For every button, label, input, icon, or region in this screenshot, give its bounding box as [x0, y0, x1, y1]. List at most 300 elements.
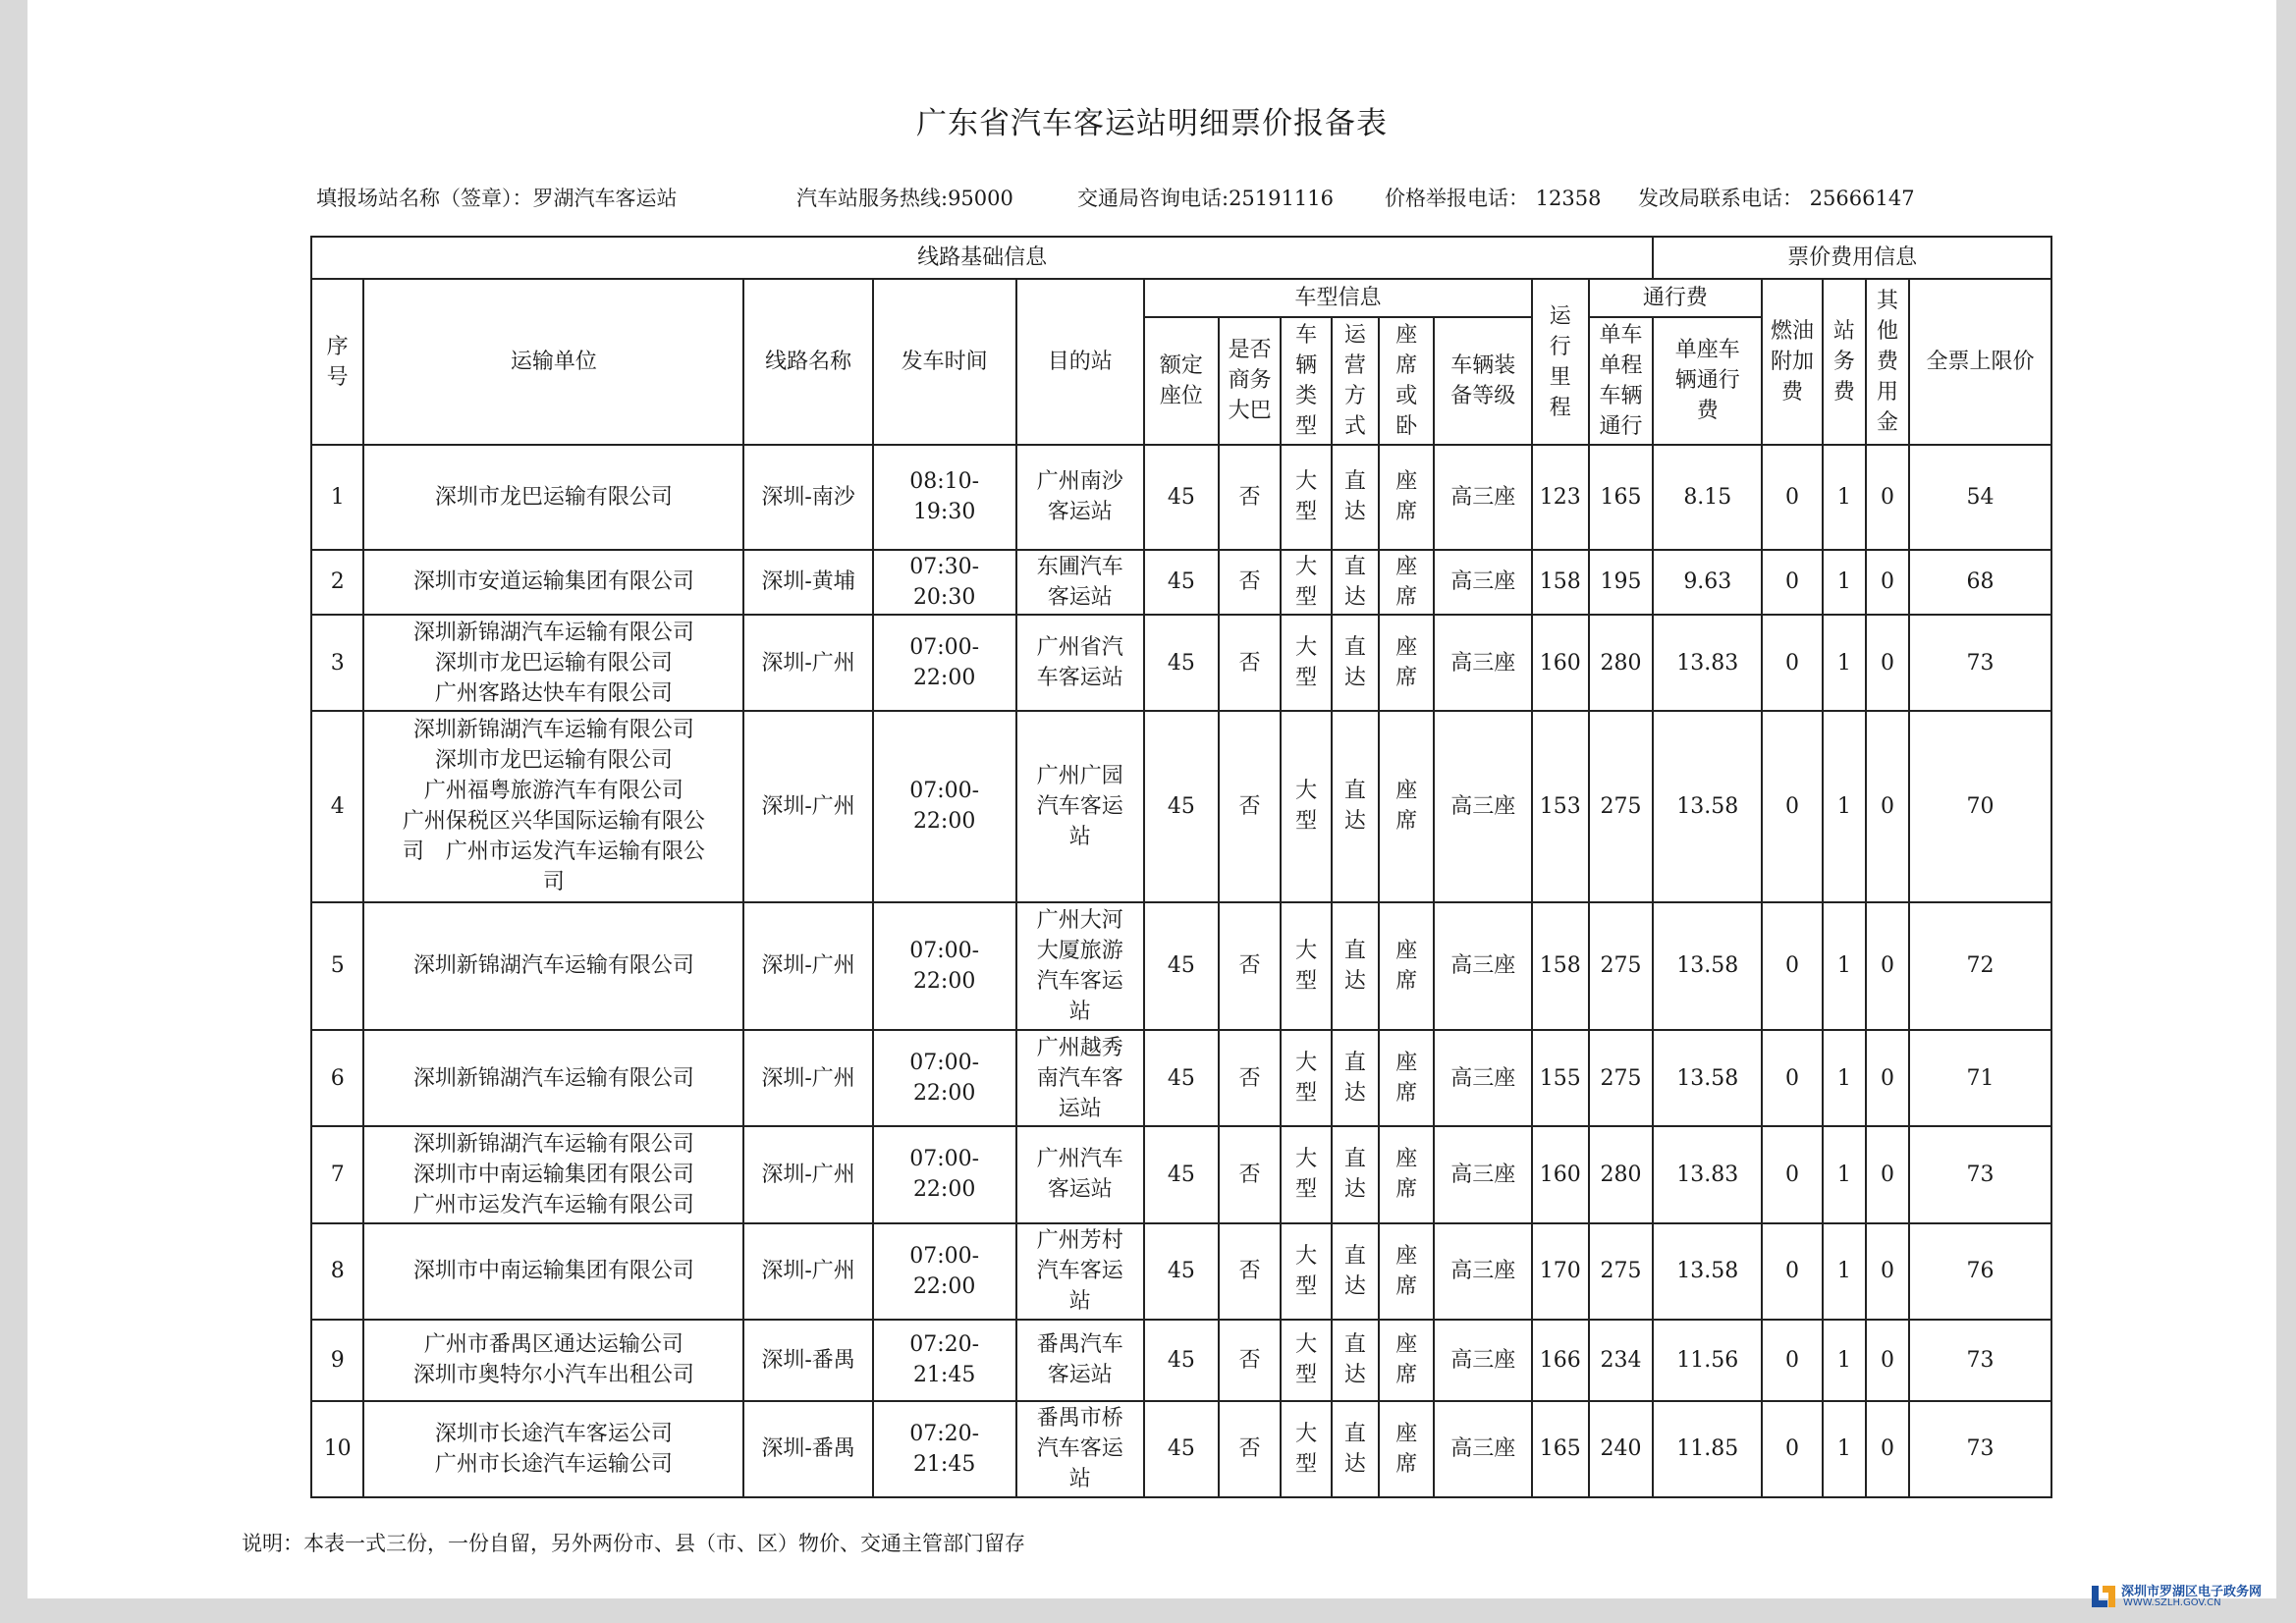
cell-time — [873, 1223, 1016, 1320]
cell-max: 72 — [1909, 902, 2051, 1030]
cell-toll-seat: 11.85 — [1653, 1401, 1762, 1497]
cell-max: 76 — [1909, 1223, 2051, 1320]
time-line: 07:20- — [909, 1332, 980, 1358]
dest-line: 番禺市桥 — [1036, 1406, 1123, 1432]
cell-business: 否 — [1219, 1030, 1282, 1126]
cell-route: 深圳-广州 — [743, 1030, 872, 1126]
station-hotline: 汽车站服务热线:95000 — [796, 187, 1013, 210]
header-dest: 目的站 — [1016, 279, 1144, 445]
cell-station-fee: 1 — [1823, 711, 1866, 902]
company-line: 深圳新锦湖汽车运输有限公司 — [412, 1065, 694, 1091]
logo-icon — [2090, 1583, 2117, 1610]
cell-mileage: 165 — [1532, 1401, 1588, 1497]
cell-grade: 高三座 — [1434, 1223, 1532, 1320]
dest-line: 广州省汽 — [1036, 635, 1123, 660]
cell-toll-seat: 13.58 — [1653, 711, 1762, 902]
cell-grade: 高三座 — [1434, 445, 1532, 550]
cell-dest — [1016, 1223, 1144, 1320]
cell-mileage: 155 — [1532, 1030, 1588, 1126]
cell-no: 10 — [311, 1401, 363, 1497]
cell-max: 68 — [1909, 550, 2051, 615]
header-no: 序号 — [311, 279, 363, 445]
time-line: 22:00 — [912, 666, 976, 690]
cell-other: 0 — [1866, 1030, 1909, 1126]
cell-seat-kind — [1379, 1126, 1434, 1222]
cell-grade: 高三座 — [1434, 615, 1532, 711]
cell-route: 深圳-广州 — [743, 1223, 872, 1320]
time-line: 08:10- — [909, 469, 980, 495]
seat_kind-text: 座席 — [1395, 1421, 1418, 1477]
cell-seats: 45 — [1144, 1401, 1219, 1497]
mode-text: 直达 — [1343, 469, 1366, 525]
cell-company — [363, 1401, 743, 1497]
cell-seat-kind — [1379, 902, 1434, 1030]
dest-line: 站 — [1068, 824, 1091, 849]
type-text: 大型 — [1295, 469, 1318, 525]
cell-max: 70 — [1909, 711, 2051, 902]
seat_kind-text: 座席 — [1395, 938, 1418, 994]
cell-toll-vehicle: 240 — [1589, 1401, 1654, 1497]
cell-mode — [1332, 550, 1379, 615]
company-line: 深圳新锦湖汽车运输有限公司 — [412, 953, 694, 979]
cell-mode — [1332, 445, 1379, 550]
cell-grade: 高三座 — [1434, 1126, 1532, 1222]
cell-no: 2 — [311, 550, 363, 615]
cell-fuel: 0 — [1762, 615, 1823, 711]
cell-dest — [1016, 1126, 1144, 1222]
cell-seat-kind — [1379, 1223, 1434, 1320]
cell-other: 0 — [1866, 615, 1909, 711]
dest-line: 客运站 — [1047, 1363, 1113, 1388]
dest-line: 大厦旅游 — [1036, 938, 1123, 963]
company-line: 广州福粤旅游汽车有限公司 — [423, 779, 683, 804]
time-line: 19:30 — [912, 500, 976, 525]
cell-toll-vehicle: 280 — [1589, 1126, 1654, 1222]
cell-seat-kind — [1379, 550, 1434, 615]
seat_kind-text: 座席 — [1395, 779, 1418, 835]
type-text: 大型 — [1295, 554, 1318, 610]
cell-company — [363, 1223, 743, 1320]
cell-station-fee: 1 — [1823, 1126, 1866, 1222]
cell-no: 1 — [311, 445, 363, 550]
type-text: 大型 — [1295, 938, 1318, 994]
cell-no: 9 — [311, 1320, 363, 1401]
cell-toll-seat: 13.83 — [1653, 1126, 1762, 1222]
company-line: 深圳市龙巴运输有限公司 — [434, 484, 673, 510]
cell-toll-seat: 13.58 — [1653, 902, 1762, 1030]
time-line: 22:00 — [912, 968, 976, 994]
cell-station-fee: 1 — [1823, 1223, 1866, 1320]
price-report-phone: 价格举报电话： 12358 — [1385, 187, 1602, 210]
time-line: 07:00- — [909, 779, 980, 804]
cell-business: 否 — [1219, 711, 1282, 902]
header-type: 车辆类型 — [1281, 317, 1331, 445]
cell-type — [1281, 1030, 1331, 1126]
cell-type — [1281, 615, 1331, 711]
cell-toll-vehicle: 280 — [1589, 615, 1654, 711]
cell-business: 否 — [1219, 1320, 1282, 1401]
document-title: 广东省汽车客运站明细票价报备表 — [916, 106, 1388, 141]
cell-seats: 45 — [1144, 1030, 1219, 1126]
cell-fuel: 0 — [1762, 902, 1823, 1030]
cell-seats: 45 — [1144, 902, 1219, 1030]
table-row — [311, 550, 2051, 615]
type-text: 大型 — [1295, 1332, 1318, 1388]
cell-business: 否 — [1219, 615, 1282, 711]
cell-company — [363, 615, 743, 711]
header-mileage: 运行里程 — [1532, 279, 1588, 445]
dest-line: 广州广园 — [1036, 763, 1123, 788]
header-basic-info: 线路基础信息 — [311, 237, 1653, 279]
cell-company — [363, 1320, 743, 1401]
cell-mode — [1332, 615, 1379, 711]
type-text: 大型 — [1295, 1243, 1318, 1299]
cell-grade: 高三座 — [1434, 902, 1532, 1030]
cell-dest — [1016, 711, 1144, 902]
company-line: 深圳市中南运输集团有限公司 — [412, 1259, 694, 1284]
company-line: 司 广州市运发汽车运输有限公 — [402, 839, 705, 865]
cell-seat-kind — [1379, 711, 1434, 902]
cell-station-fee: 1 — [1823, 1401, 1866, 1497]
seat_kind-text: 座席 — [1395, 554, 1418, 610]
cell-toll-seat: 13.83 — [1653, 615, 1762, 711]
time-line: 07:00- — [909, 938, 980, 963]
header-business: 是否商务大巴 — [1219, 317, 1282, 445]
cell-toll-vehicle: 165 — [1589, 445, 1654, 550]
cell-fuel: 0 — [1762, 1223, 1823, 1320]
type-text: 大型 — [1295, 1147, 1318, 1203]
cell-type — [1281, 711, 1331, 902]
cell-mileage: 160 — [1532, 1126, 1588, 1222]
cell-mileage: 160 — [1532, 615, 1588, 711]
seat_kind-text: 座席 — [1395, 469, 1418, 525]
company-line: 深圳市中南运输集团有限公司 — [412, 1162, 694, 1187]
cell-max: 71 — [1909, 1030, 2051, 1126]
mode-text: 直达 — [1343, 635, 1366, 690]
cell-dest — [1016, 1030, 1144, 1126]
cell-route: 深圳-广州 — [743, 615, 872, 711]
cell-route: 深圳-广州 — [743, 711, 872, 902]
cell-other: 0 — [1866, 1126, 1909, 1222]
time-line: 22:00 — [912, 1081, 976, 1107]
header-max-price: 全票上限价 — [1909, 279, 2051, 445]
cell-no: 5 — [311, 902, 363, 1030]
cell-business: 否 — [1219, 1126, 1282, 1222]
cell-other: 0 — [1866, 1223, 1909, 1320]
footnote: 说明：本表一式三份，一份自留，另外两份市、县（市、区）物价、交通主管部门留存 — [242, 1532, 1025, 1555]
dest-line: 番禺汽车 — [1036, 1332, 1123, 1358]
cell-max: 73 — [1909, 1320, 2051, 1401]
header-fare-info: 票价费用信息 — [1653, 237, 2051, 279]
cell-dest — [1016, 445, 1144, 550]
cell-time — [873, 615, 1016, 711]
header-seat-kind: 座席或卧 — [1379, 317, 1434, 445]
cell-toll-vehicle: 234 — [1589, 1320, 1654, 1401]
cell-type — [1281, 1320, 1331, 1401]
cell-mileage: 153 — [1532, 711, 1588, 902]
cell-fuel: 0 — [1762, 1401, 1823, 1497]
cell-grade: 高三座 — [1434, 1401, 1532, 1497]
cell-grade: 高三座 — [1434, 550, 1532, 615]
cell-seat-kind — [1379, 1320, 1434, 1401]
cell-toll-seat: 11.56 — [1653, 1320, 1762, 1401]
cell-seats: 45 — [1144, 1126, 1219, 1222]
cell-fuel: 0 — [1762, 711, 1823, 902]
cell-station-fee: 1 — [1823, 615, 1866, 711]
dest-line: 广州大河 — [1036, 907, 1123, 933]
cell-max: 73 — [1909, 615, 2051, 711]
cell-fuel: 0 — [1762, 1320, 1823, 1401]
cell-seat-kind — [1379, 1030, 1434, 1126]
type-text: 大型 — [1295, 635, 1318, 690]
seat_kind-text: 座席 — [1395, 1332, 1418, 1388]
cell-mode — [1332, 1126, 1379, 1222]
cell-grade: 高三座 — [1434, 1030, 1532, 1126]
table-row — [311, 711, 2051, 902]
cell-max: 54 — [1909, 445, 2051, 550]
time-line: 22:00 — [912, 809, 976, 835]
company-line: 广州市长途汽车运输公司 — [434, 1451, 673, 1477]
type-text: 大型 — [1295, 779, 1318, 835]
time-line: 22:00 — [912, 1177, 976, 1203]
seat_kind-text: 座席 — [1395, 1051, 1418, 1107]
dest-line: 汽车客运 — [1036, 1259, 1123, 1284]
dest-line: 南汽车客 — [1036, 1065, 1123, 1091]
cell-seats: 45 — [1144, 550, 1219, 615]
cell-toll-seat: 13.58 — [1653, 1223, 1762, 1320]
dest-line: 站 — [1068, 1289, 1091, 1315]
header-toll: 通行费 — [1589, 279, 1763, 316]
cell-seats: 45 — [1144, 711, 1219, 902]
time-line: 21:45 — [912, 1451, 976, 1477]
cell-mode — [1332, 711, 1379, 902]
cell-toll-vehicle: 275 — [1589, 1030, 1654, 1126]
header-route: 线路名称 — [743, 279, 872, 445]
cell-company — [363, 711, 743, 902]
mode-text: 直达 — [1343, 779, 1366, 835]
cell-toll-vehicle: 275 — [1589, 1223, 1654, 1320]
cell-fuel: 0 — [1762, 550, 1823, 615]
cell-business: 否 — [1219, 1401, 1282, 1497]
mode-text: 直达 — [1343, 938, 1366, 994]
cell-no: 8 — [311, 1223, 363, 1320]
type-text: 大型 — [1295, 1051, 1318, 1107]
cell-route: 深圳-广州 — [743, 902, 872, 1030]
cell-mileage: 170 — [1532, 1223, 1588, 1320]
cell-time — [873, 1320, 1016, 1401]
company-line: 广州保税区兴华国际运输有限公 — [402, 809, 705, 835]
company-line: 深圳市奥特尔小汽车出租公司 — [412, 1363, 694, 1388]
cell-time — [873, 1126, 1016, 1222]
cell-other: 0 — [1866, 1401, 1909, 1497]
cell-type — [1281, 902, 1331, 1030]
cell-toll-seat: 13.58 — [1653, 1030, 1762, 1126]
seat_kind-text: 座席 — [1395, 1243, 1418, 1299]
header-time: 发车时间 — [873, 279, 1016, 445]
cell-other: 0 — [1866, 445, 1909, 550]
cell-fuel: 0 — [1762, 1126, 1823, 1222]
cell-grade: 高三座 — [1434, 711, 1532, 902]
header-toll-vehicle: 单车单程车辆通行 — [1589, 317, 1654, 445]
time-line: 21:45 — [912, 1363, 976, 1388]
company-line: 广州市运发汽车运输有限公司 — [412, 1192, 694, 1217]
cell-business: 否 — [1219, 550, 1282, 615]
table-row — [311, 1126, 2051, 1222]
cell-station-fee: 1 — [1823, 445, 1866, 550]
dest-line: 广州芳村 — [1036, 1228, 1123, 1254]
watermark-text: 深圳市罗湖区电子政务网 — [2121, 1585, 2263, 1599]
cell-business: 否 — [1219, 902, 1282, 1030]
cell-seats: 45 — [1144, 1223, 1219, 1320]
cell-no: 6 — [311, 1030, 363, 1126]
mode-text: 直达 — [1343, 1243, 1366, 1299]
cell-route: 深圳-广州 — [743, 1126, 872, 1222]
cell-type — [1281, 550, 1331, 615]
cell-seats: 45 — [1144, 1320, 1219, 1401]
company-line: 深圳市龙巴运输有限公司 — [434, 748, 673, 774]
cell-mileage: 123 — [1532, 445, 1588, 550]
cell-station-fee: 1 — [1823, 1030, 1866, 1126]
dest-line: 汽车客运 — [1036, 968, 1123, 994]
station-name: 填报场站名称（签章）：罗湖汽车客运站 — [316, 187, 678, 210]
cell-seats: 45 — [1144, 615, 1219, 711]
company-line: 深圳市安道运输集团有限公司 — [412, 569, 694, 595]
mode-text: 直达 — [1343, 1147, 1366, 1203]
cell-route: 深圳-黄埔 — [743, 550, 872, 615]
seat_kind-text: 座席 — [1395, 635, 1418, 690]
cell-company — [363, 1030, 743, 1126]
cell-dest — [1016, 615, 1144, 711]
cell-company — [363, 902, 743, 1030]
cell-business: 否 — [1219, 1223, 1282, 1320]
dest-line: 站 — [1068, 1467, 1091, 1492]
dest-line: 东圃汽车 — [1036, 554, 1123, 579]
mode-text: 直达 — [1343, 554, 1366, 610]
table-row — [311, 1320, 2051, 1401]
header-seats: 额定座位 — [1144, 317, 1219, 445]
fare-table — [310, 236, 2052, 1498]
cell-type — [1281, 1401, 1331, 1497]
table-row — [311, 902, 2051, 1030]
time-line: 07:00- — [909, 1051, 980, 1076]
watermark-logo — [2090, 1581, 2296, 1616]
table-row — [311, 1030, 2051, 1126]
cell-fuel: 0 — [1762, 445, 1823, 550]
header-grade: 车辆装备等级 — [1434, 317, 1532, 445]
cell-seat-kind — [1379, 615, 1434, 711]
dest-line: 广州越秀 — [1036, 1035, 1123, 1060]
cell-toll-vehicle: 275 — [1589, 711, 1654, 902]
cell-time — [873, 902, 1016, 1030]
cell-mode — [1332, 1030, 1379, 1126]
company-line: 深圳新锦湖汽车运输有限公司 — [412, 718, 694, 743]
dest-line: 广州南沙 — [1036, 469, 1123, 495]
time-line: 07:00- — [909, 635, 980, 660]
header-fuel: 燃油附加费 — [1762, 279, 1823, 445]
dest-line: 汽车客运 — [1036, 793, 1123, 819]
cell-company — [363, 445, 743, 550]
cell-fuel: 0 — [1762, 1030, 1823, 1126]
ndrc-phone: 发改局联系电话： 25666147 — [1638, 187, 1915, 210]
dest-line: 客运站 — [1047, 1177, 1113, 1203]
cell-time — [873, 711, 1016, 902]
cell-company — [363, 1126, 743, 1222]
cell-seat-kind — [1379, 1401, 1434, 1497]
cell-toll-seat: 9.63 — [1653, 550, 1762, 615]
dest-line: 广州汽车 — [1036, 1147, 1123, 1172]
mode-text: 直达 — [1343, 1421, 1366, 1477]
cell-max: 73 — [1909, 1401, 2051, 1497]
cell-toll-seat: 8.15 — [1653, 445, 1762, 550]
cell-no: 7 — [311, 1126, 363, 1222]
company-line: 深圳新锦湖汽车运输有限公司 — [412, 1131, 694, 1157]
dest-line: 汽车客运 — [1036, 1436, 1123, 1462]
mode-text: 直达 — [1343, 1332, 1366, 1388]
cell-station-fee: 1 — [1823, 1320, 1866, 1401]
cell-station-fee: 1 — [1823, 550, 1866, 615]
cell-other: 0 — [1866, 550, 1909, 615]
cell-seats: 45 — [1144, 445, 1219, 550]
cell-mode — [1332, 1401, 1379, 1497]
cell-mode — [1332, 1223, 1379, 1320]
company-line: 广州客路达快车有限公司 — [434, 680, 673, 706]
cell-time — [873, 550, 1016, 615]
traffic-phone: 交通局咨询电话:25191116 — [1077, 187, 1334, 210]
cell-type — [1281, 445, 1331, 550]
time-line: 07:00- — [909, 1147, 980, 1172]
cell-mileage: 166 — [1532, 1320, 1588, 1401]
watermark-url: WWW.SZLH.GOV.CN — [2123, 1597, 2221, 1608]
time-line: 07:30- — [909, 554, 980, 579]
dest-line: 客运站 — [1047, 584, 1113, 610]
seat_kind-text: 座席 — [1395, 1147, 1418, 1203]
table-row — [311, 1223, 2051, 1320]
cell-toll-vehicle: 275 — [1589, 902, 1654, 1030]
cell-dest — [1016, 902, 1144, 1030]
cell-mode — [1332, 902, 1379, 1030]
company-line: 深圳市长途汽车客运公司 — [434, 1421, 673, 1446]
dest-line: 运站 — [1058, 1096, 1102, 1121]
cell-seat-kind — [1379, 445, 1434, 550]
type-text: 大型 — [1295, 1421, 1318, 1477]
dest-line: 客运站 — [1047, 500, 1113, 525]
cell-other: 0 — [1866, 711, 1909, 902]
cell-mode — [1332, 1320, 1379, 1401]
cell-time — [873, 445, 1016, 550]
cell-toll-vehicle: 195 — [1589, 550, 1654, 615]
cell-other: 0 — [1866, 902, 1909, 1030]
document-page — [27, 0, 2276, 1598]
company-line: 司 — [542, 870, 565, 895]
cell-max: 73 — [1909, 1126, 2051, 1222]
header-other-fee: 其他费用金 — [1866, 279, 1909, 445]
cell-mileage: 158 — [1532, 550, 1588, 615]
cell-time — [873, 1401, 1016, 1497]
header-mode: 运营方式 — [1332, 317, 1379, 445]
mode-text: 直达 — [1343, 1051, 1366, 1107]
header-company: 运输单位 — [363, 279, 743, 445]
dest-line: 车客运站 — [1036, 666, 1123, 690]
cell-station-fee: 1 — [1823, 902, 1866, 1030]
company-line: 深圳市龙巴运输有限公司 — [434, 650, 673, 676]
time-line: 07:20- — [909, 1421, 980, 1446]
dest-line: 站 — [1068, 999, 1091, 1024]
cell-time — [873, 1030, 1016, 1126]
cell-no: 3 — [311, 615, 363, 711]
cell-type — [1281, 1223, 1331, 1320]
cell-mileage: 158 — [1532, 902, 1588, 1030]
cell-grade: 高三座 — [1434, 1320, 1532, 1401]
